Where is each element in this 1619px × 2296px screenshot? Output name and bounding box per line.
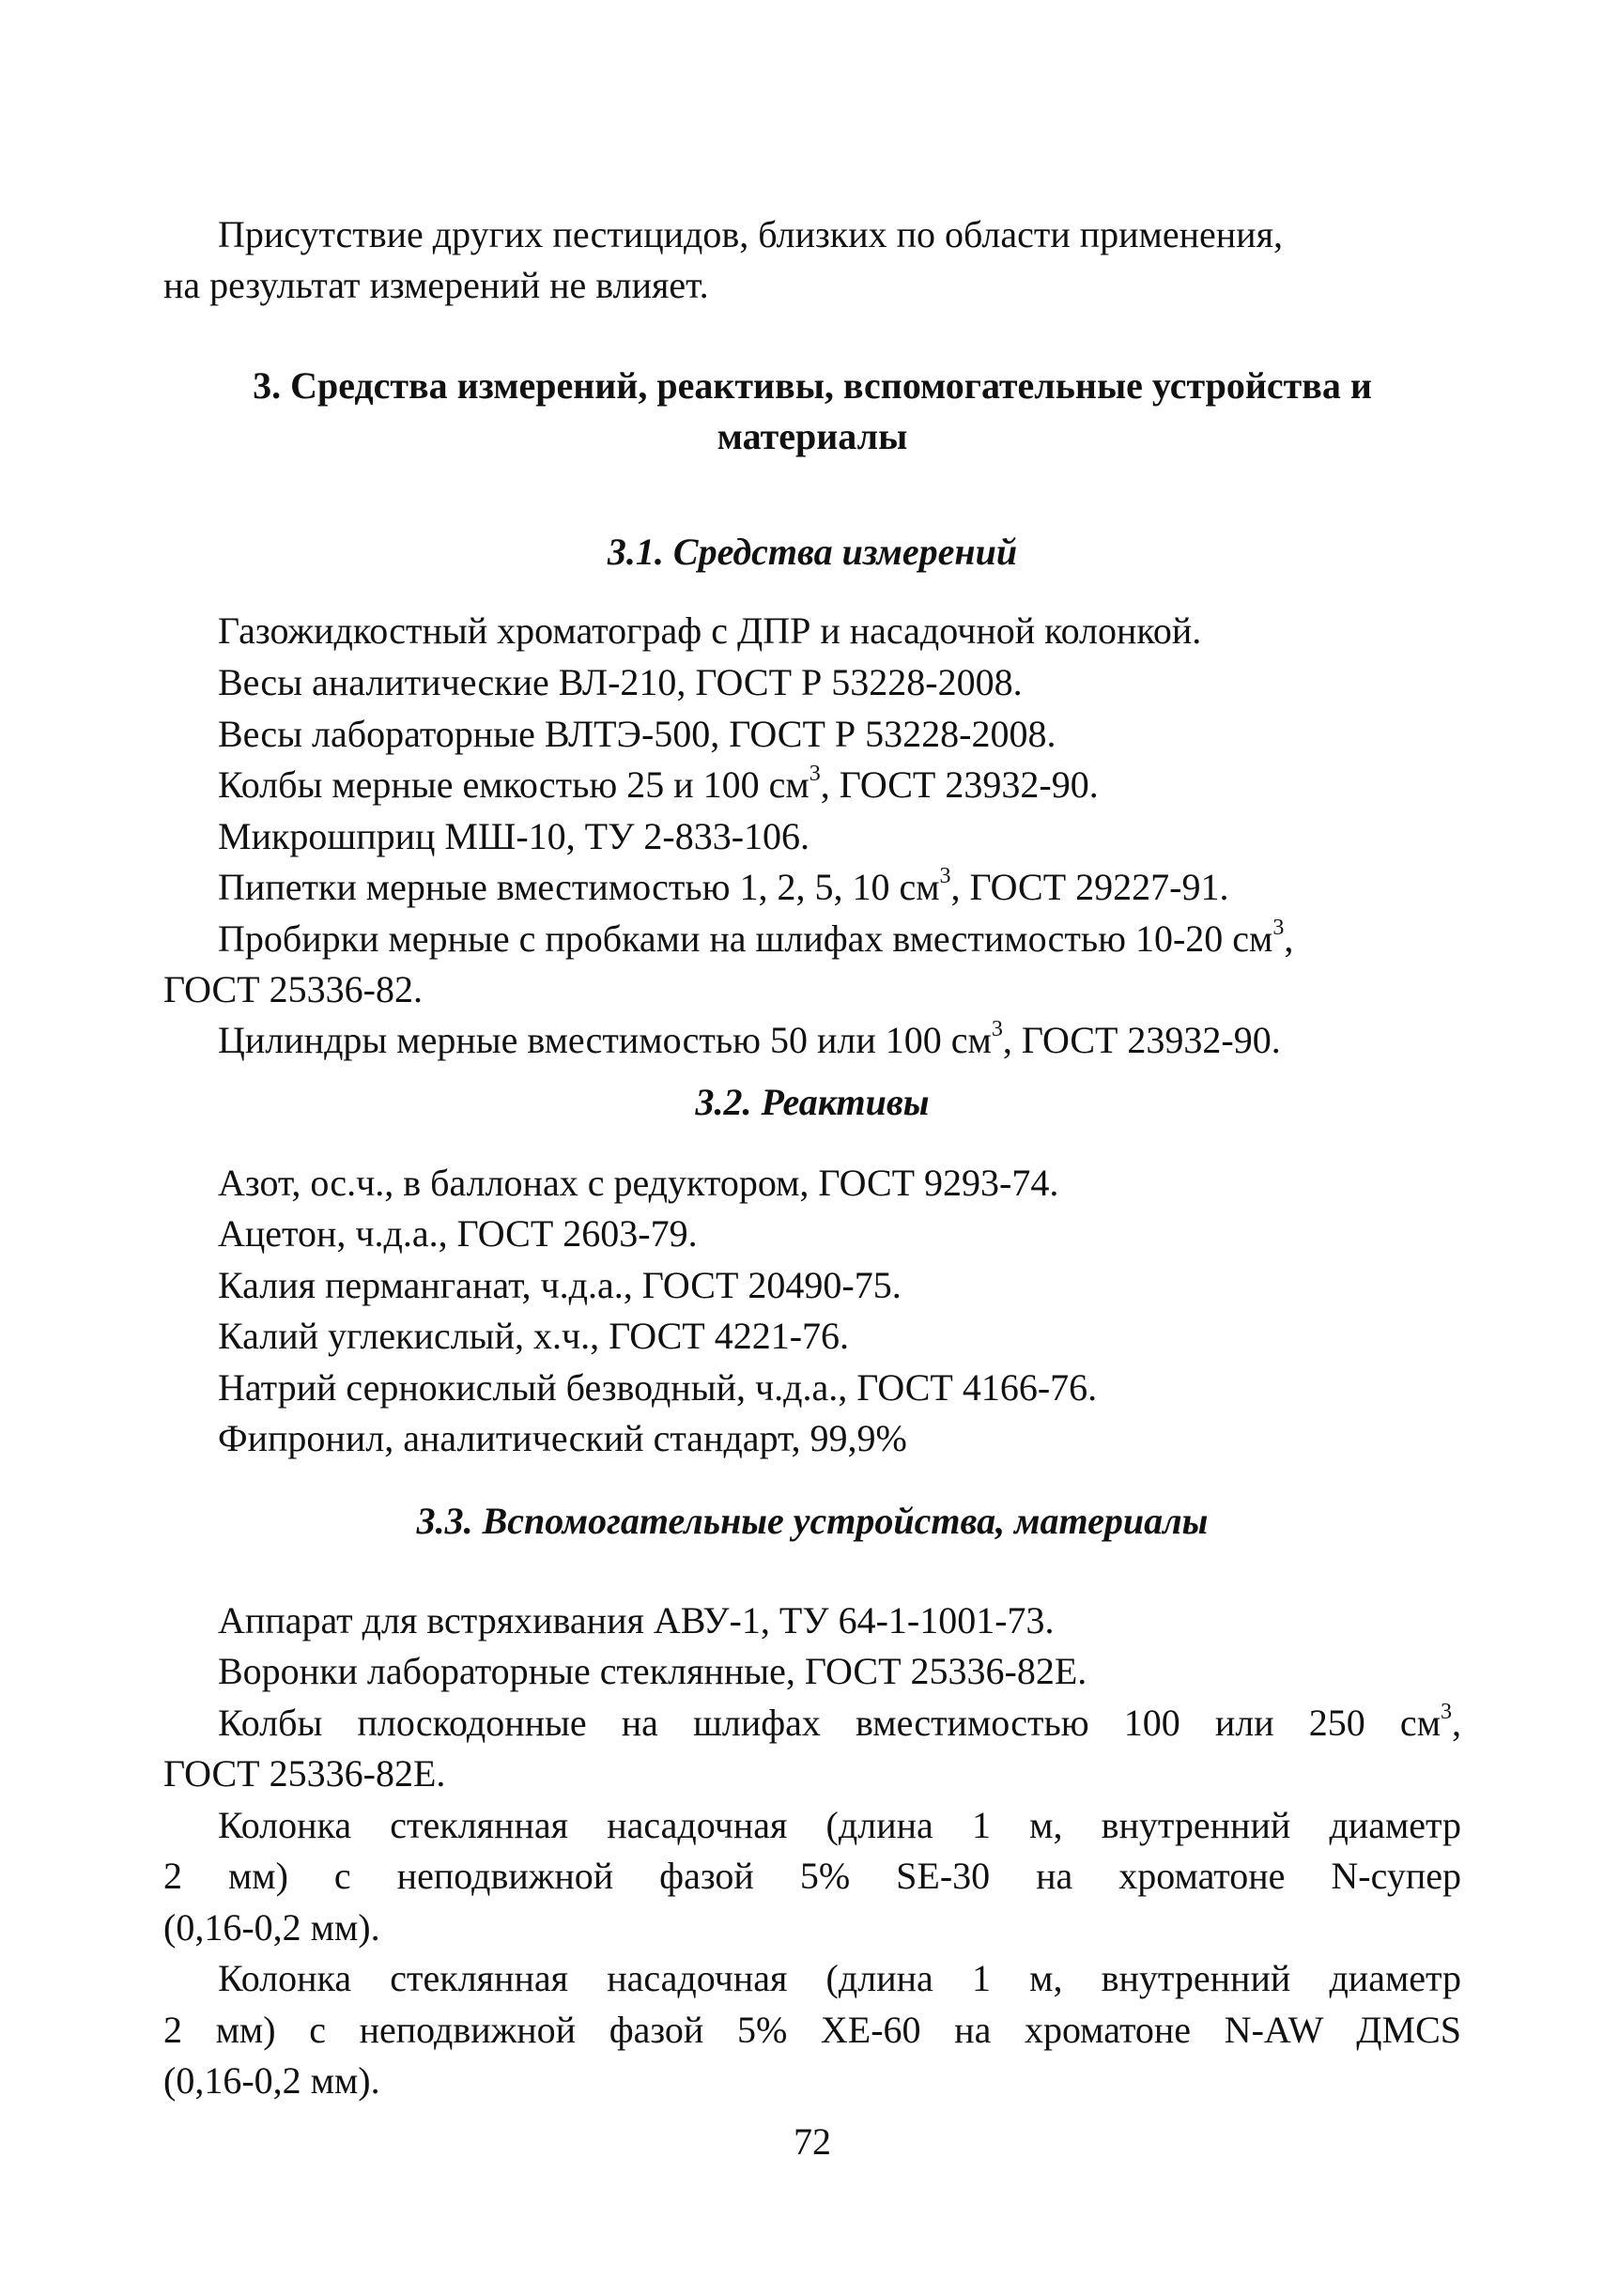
column-1-line-2: 2 мм) с неподвижной фазой 5% SE-30 на хроматоне N-супер [163, 1855, 1461, 1897]
intro-line-1: Присутствие других пестицидов, близких по области применения, [218, 213, 1283, 255]
list-item-flat-flasks: Колбы плоскодонные на шлифах вместимостью 100 или 250 $см^3$, [218, 1699, 1461, 1744]
section-3-3-heading: 3.3. Вспомогательные устройства, материалы [416, 1500, 1209, 1542]
list-item-cylinders: Цилиндры мерные вместимостью 50 или 100 $см^3$, ГОСТ 23932-90. [218, 1016, 1281, 1061]
list-item: Весы аналитические ВЛ-210, ГОСТ Р 53228-2008. [218, 661, 1023, 703]
list-item: Фипронил, аналитический стандарт, 99,9% [218, 1417, 907, 1459]
intro-line-2: на результат измерений не влияет. [163, 264, 709, 306]
list-item-continuation: ГОСТ 25336-82. [163, 968, 423, 1010]
section-3-1-heading: 3.1. Средства измерений [607, 531, 1018, 573]
column-1-line-1: Колонка стеклянная насадочная (длина 1 м, внутренний диаметр [218, 1804, 1461, 1846]
list-item: Газожидкостный хроматограф с ДПР и насадочной колонкой. [218, 609, 1202, 652]
list-item: Калия перманганат, ч.д.а., ГОСТ 20490-75. [218, 1264, 902, 1306]
list-item-pipettes: Пипетки мерные вместимостью 1, 2, 5, 10 $см^3$, ГОСТ 29227-91. [218, 863, 1229, 908]
list-item: Азот, ос.ч., в баллонах с редуктором, ГОСТ 9293-74. [218, 1162, 1059, 1204]
section-3-2-heading: 3.2. Реактивы [695, 1081, 930, 1123]
list-item: Ацетон, ч.д.а., ГОСТ 2603-79. [218, 1212, 698, 1255]
list-item: Аппарат для встряхивания АВУ-1, ТУ 64-1-1001-73. [218, 1599, 1055, 1641]
list-item-volumetric-flasks: Колбы мерные емкостью 25 и 100 $см^3$, ГОСТ 23932-90. [218, 761, 1099, 806]
list-item-test-tubes: Пробирки мерные с пробками на шлифах вместимостью 10-20 $см^3$, [218, 915, 1294, 960]
section-3-title-line-2: материалы [717, 415, 908, 457]
list-item: Микрошприц МШ-10, ТУ 2-833-106. [218, 815, 810, 857]
column-2-line-3: (0,16-0,2 мм). [163, 2059, 380, 2102]
list-item: Весы лабораторные ВЛТЭ-500, ГОСТ Р 53228-2008. [218, 713, 1056, 755]
section-3-title-line-1: 3. Средства измерений, реактивы, вспомогательные устройства и [253, 364, 1372, 407]
list-item: Воронки лабораторные стеклянные, ГОСТ 25336-82Е. [218, 1650, 1087, 1692]
column-2-line-2: 2 мм) с неподвижной фазой 5% XE-60 на хроматоне N-AW ДМCS [163, 2009, 1461, 2051]
column-2-line-1: Колонка стеклянная насадочная (длина 1 м, внутренний диаметр [218, 1957, 1461, 1999]
column-1-line-3: (0,16-0,2 мм). [163, 1906, 380, 1949]
list-item-continuation: ГОСТ 25336-82Е. [163, 1752, 446, 1795]
list-item: Калий углекислый, х.ч., ГОСТ 4221-76. [218, 1315, 850, 1357]
page-number: 72 [794, 2120, 831, 2163]
list-item: Натрий сернокислый безводный, ч.д.а., ГОСТ 4166-76. [218, 1366, 1098, 1409]
